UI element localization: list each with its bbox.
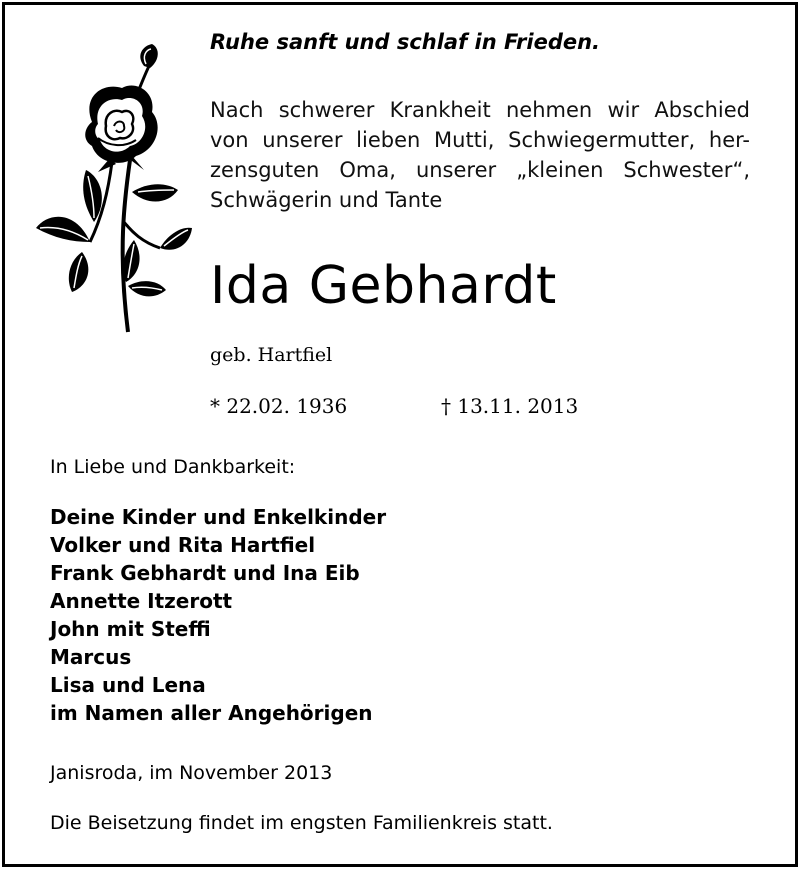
mourner-item: Lisa und Lena bbox=[50, 673, 206, 697]
birth-name: geb. Hartfiel bbox=[210, 344, 333, 366]
mourner-item: Volker und Rita Hartfiel bbox=[50, 533, 316, 557]
mourner-item: im Namen aller Angehörigen bbox=[50, 701, 373, 725]
mourner-item: Marcus bbox=[50, 645, 132, 669]
intro-line: zensguten Oma, unserer „kleinen Schwester“, bbox=[210, 158, 750, 182]
mourner-item: Deine Kinder und Enkelkinder bbox=[50, 505, 387, 529]
intro-line: von unserer lieben Mutti, Schwiegermutter, her- bbox=[210, 128, 750, 152]
place-date: Janisroda, im November 2013 bbox=[50, 762, 333, 784]
birth-date: * 22.02. 1936 bbox=[210, 394, 348, 418]
deceased-name: Ida Gebhardt bbox=[210, 256, 557, 316]
funeral-note: Die Beisetzung findet im engsten Familienkreis statt. bbox=[50, 812, 553, 834]
mourner-item: Frank Gebhardt und Ina Eib bbox=[50, 561, 360, 585]
intro-paragraph bbox=[210, 95, 750, 215]
mourner-item: Annette Itzerott bbox=[50, 589, 233, 613]
death-date: † 13.11. 2013 bbox=[441, 394, 579, 418]
thanks-line: In Liebe und Dankbarkeit: bbox=[50, 456, 296, 478]
motto: Ruhe sanft und schlaf in Frieden. bbox=[210, 30, 601, 54]
rose-icon bbox=[32, 42, 192, 334]
intro-line: Nach schwerer Krankheit nehmen wir Abschied bbox=[210, 98, 750, 122]
mourners-list bbox=[50, 503, 386, 727]
intro-line: Schwägerin und Tante bbox=[210, 188, 443, 212]
mourner-item: John mit Steffi bbox=[50, 617, 211, 641]
